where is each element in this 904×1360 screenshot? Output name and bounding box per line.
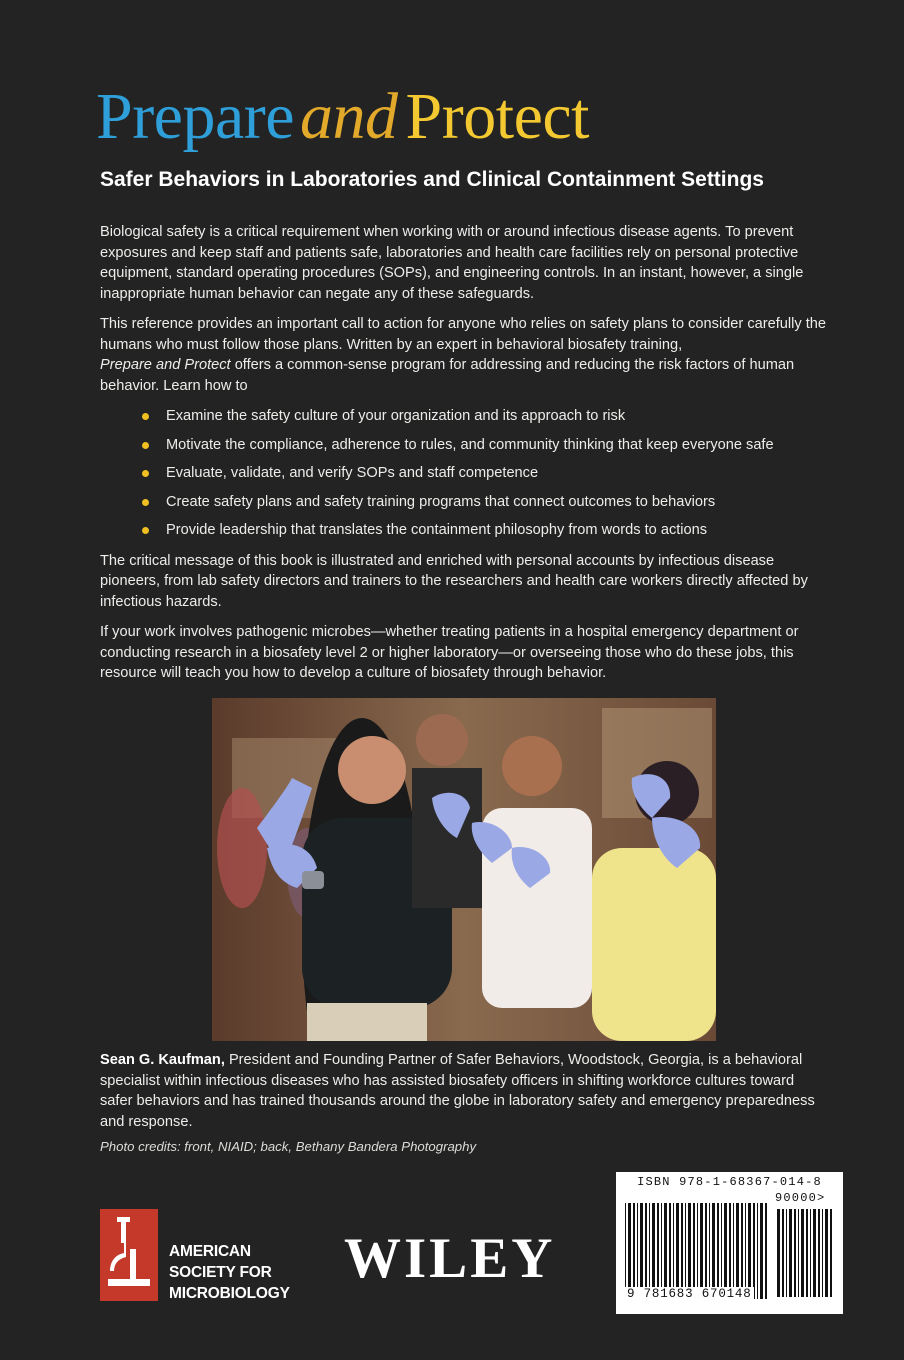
barcode-bar: [681, 1203, 683, 1299]
list-item-text: Examine the safety culture of your organization and its approach to risk: [166, 408, 626, 424]
list-item-text: Motivate the compliance, adherence to rules, and community thinking that keep everyone safe: [166, 436, 774, 453]
barcode-bar: [640, 1203, 643, 1299]
barcode-bar: [741, 1203, 743, 1299]
barcode-bar: [736, 1203, 739, 1299]
bullet-dot-icon: [142, 527, 149, 534]
barcode-bar: [794, 1209, 796, 1297]
barcode-bar: [625, 1203, 626, 1299]
barcode-bar: [822, 1209, 823, 1297]
barcode-bar: [693, 1203, 695, 1299]
paragraph-audience: If your work involves pathogenic microbes—whether treating patients in a hospital emergency department or conducting research in a biosafety level 2 or higher laboratory—or overseeing those who do these jobs, this resource will teach you how to develop a culture of biosafety through behavior.: [100, 624, 799, 681]
list-item: [142, 520, 830, 541]
asm-line-3: MICROBIOLOGY: [169, 1285, 290, 1302]
author-training-photo: [212, 698, 716, 1041]
list-item-text: Provide leadership that translates the containment philosophy from words to actions: [166, 522, 708, 538]
author-bio: [100, 1050, 830, 1132]
barcode-bar: [657, 1203, 659, 1299]
paragraph-intro: Biological safety is a critical requirement when working with or around infectious disease agents. To prevent exposures and keep staff and patients safe, laboratories and health care facilities rely on personal protective equipment, standard operating procedures (SOPs), and engineering controls. In an instant, however, a single inappropriate human behavior can negate any of these safeguards.: [100, 224, 804, 302]
barcode-bar: [789, 1209, 792, 1297]
training-photo-illustration: [212, 698, 716, 1041]
barcode-bar: [798, 1209, 799, 1297]
list-item: [142, 435, 830, 456]
barcode-bar: [700, 1203, 703, 1299]
photo-credits: Photo credits: front, NIAID; back, Bethany Bandera Photography: [100, 1139, 477, 1154]
title-word-protect: Protect: [405, 80, 589, 153]
barcode-bar: [757, 1203, 758, 1299]
barcode-bar: [753, 1203, 755, 1299]
barcode-bar: [712, 1203, 715, 1299]
isbn-barcode: [616, 1172, 843, 1314]
barcode-bar: [733, 1203, 734, 1299]
price-barcode-bars: [777, 1209, 835, 1297]
barcode-bar: [760, 1203, 763, 1299]
barcode-bar: [810, 1209, 811, 1297]
wiley-publisher-logo: WILEY: [344, 1227, 556, 1290]
asm-microscope-logo-icon: [100, 1209, 158, 1301]
barcode-bar: [830, 1209, 832, 1297]
asm-line-2: SOCIETY FOR: [169, 1264, 272, 1281]
paragraph-reference-part1: This reference provides an important call to action for anyone who relies on safety plans to consider carefully the humans who must follow those plans. Written by an expert in behavioral biosafety training,: [100, 316, 827, 353]
barcode-bar: [777, 1209, 780, 1297]
title-word-and: and: [300, 80, 398, 153]
barcode-bar: [697, 1203, 698, 1299]
barcode-bar: [818, 1209, 820, 1297]
barcode-bar: [688, 1203, 691, 1299]
asm-publisher-name: [169, 1241, 290, 1304]
barcode-bar: [661, 1203, 662, 1299]
barcode-bar: [806, 1209, 808, 1297]
list-item-text: Evaluate, validate, and verify SOPs and staff competence: [166, 465, 539, 481]
ean-number-text: 9 781683 670148: [627, 1287, 752, 1301]
paragraph-reference-book-title: Prepare and Protect: [100, 357, 231, 373]
barcode-bar: [724, 1203, 727, 1299]
barcode-bar: [709, 1203, 710, 1299]
author-bio-text: President and Founding Partner of Safer Behaviors, Woodstock, Georgia, is a behavioral specialist within infectious diseases who has assisted biosafety officers in shifting workforce cultures toward safer behaviors and has trained thousands around the globe in laboratory safety and emergency preparedness and response.: [100, 1052, 815, 1130]
barcode-bar: [628, 1203, 631, 1299]
isbn-text: ISBN 978-1-68367-014-8: [637, 1175, 822, 1189]
book-title: [96, 78, 589, 156]
paragraph-reference: [100, 314, 830, 396]
barcode-bar: [676, 1203, 679, 1299]
price-code-text: 90000>: [775, 1191, 826, 1205]
bullet-dot-icon: [142, 413, 149, 420]
bullet-dot-icon: [142, 442, 149, 449]
barcode-bar: [633, 1203, 635, 1299]
barcode-bar: [721, 1203, 722, 1299]
description-block: [100, 222, 830, 694]
barcode-bar: [669, 1203, 671, 1299]
paragraph-reference-part2: offers a common-sense program for addressing and reducing the risk factors of human behavior. Learn how to: [100, 357, 795, 394]
barcode-bars: [625, 1191, 834, 1301]
bullet-dot-icon: [142, 499, 149, 506]
barcode-bar: [645, 1203, 647, 1299]
barcode-bar: [825, 1209, 828, 1297]
learn-how-list: [100, 406, 830, 541]
list-item-text: Create safety plans and safety training programs that connect outcomes to behaviors: [166, 493, 716, 510]
barcode-bar: [813, 1209, 816, 1297]
barcode-bar: [673, 1203, 674, 1299]
list-item: [142, 463, 830, 484]
bullet-dot-icon: [142, 470, 149, 477]
barcode-bar: [786, 1209, 787, 1297]
barcode-bar: [717, 1203, 719, 1299]
barcode-bar: [729, 1203, 731, 1299]
list-item: [142, 492, 830, 513]
barcode-bar: [652, 1203, 655, 1299]
barcode-bar: [649, 1203, 650, 1299]
asm-line-1: AMERICAN: [169, 1243, 251, 1260]
barcode-bar: [801, 1209, 804, 1297]
barcode-bar: [745, 1203, 746, 1299]
barcode-bar: [705, 1203, 707, 1299]
list-item: [142, 406, 830, 427]
barcode-bar: [765, 1203, 767, 1299]
author-name: Sean G. Kaufman,: [100, 1052, 225, 1068]
ean-barcode-bars: [625, 1203, 771, 1299]
barcode-bar: [782, 1209, 784, 1297]
paragraph-critical-message: The critical message of this book is illustrated and enriched with personal accounts by infectious disease pioneers, from lab safety directors and trainers to the researchers and health care workers directly affected by infectious hazards.: [100, 552, 808, 610]
barcode-bar: [637, 1203, 638, 1299]
book-subtitle: Safer Behaviors in Laboratories and Clinical Containment Settings: [100, 168, 764, 191]
barcode-bar: [664, 1203, 667, 1299]
title-word-prepare: Prepare: [96, 80, 295, 153]
barcode-bar: [685, 1203, 686, 1299]
barcode-bar: [748, 1203, 751, 1299]
